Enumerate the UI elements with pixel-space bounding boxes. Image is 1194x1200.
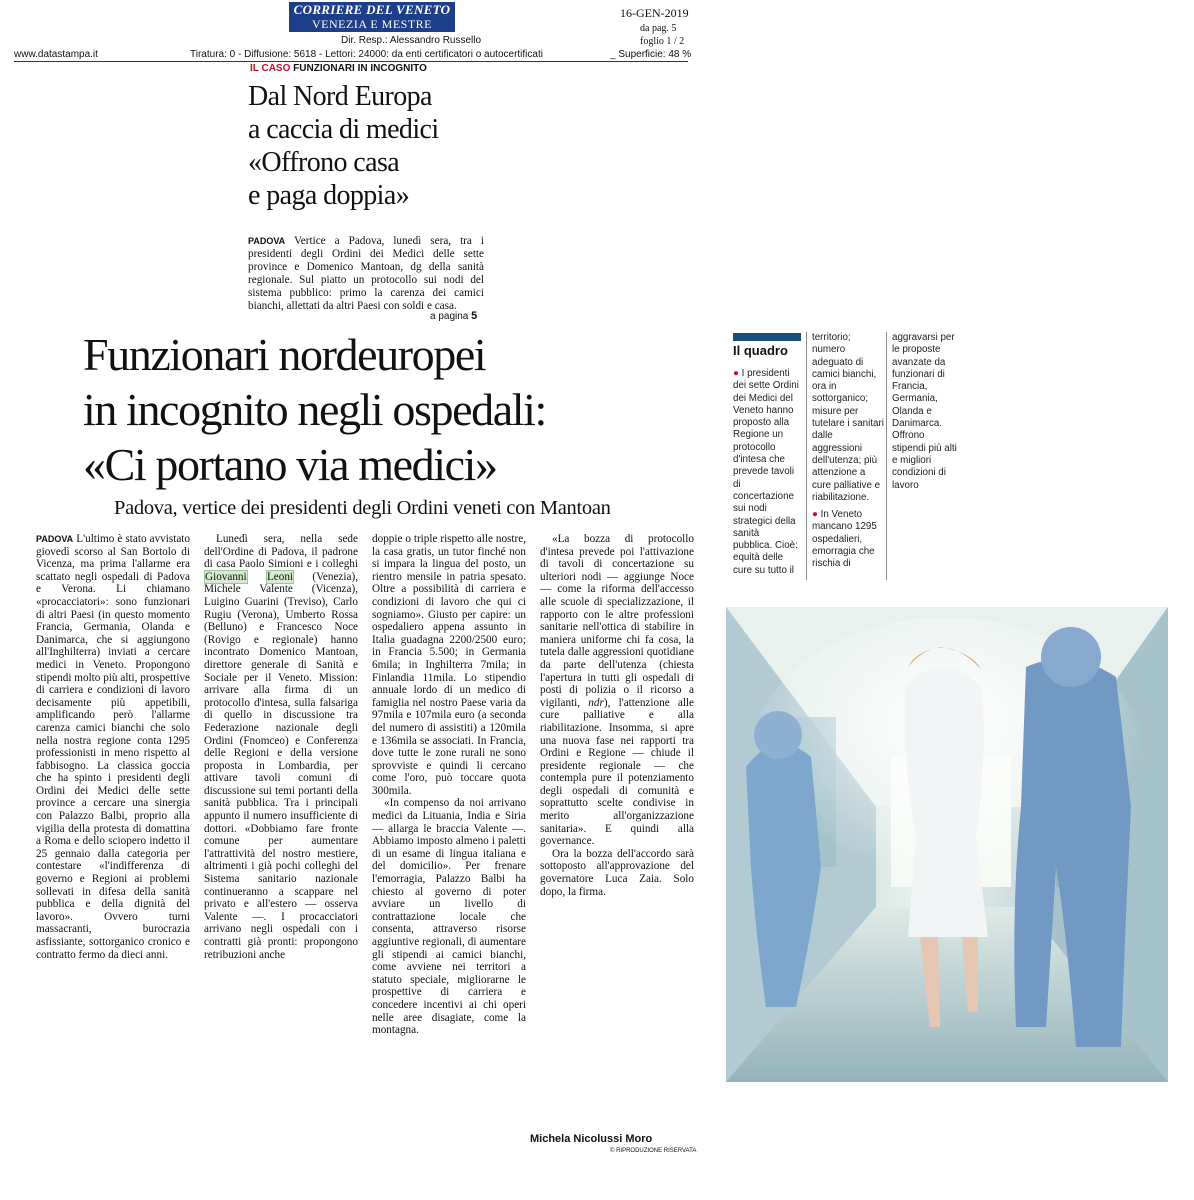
quadro-item bbox=[733, 368, 801, 577]
kicker-black: FUNZIONARI IN INCOGNITO bbox=[293, 63, 427, 74]
paragraph bbox=[204, 533, 358, 961]
quadro-item: aggravarsi per le proposte avanzate da funzionari di Francia, Germania, Olanda e Danimarca. Offrono stipendi più alti e migliori condizioni di lavoro bbox=[892, 332, 957, 491]
source-url: www.datastampa.it bbox=[14, 49, 98, 60]
quadro-divider bbox=[806, 332, 807, 580]
page-jump bbox=[430, 310, 477, 322]
director-line: Dir. Resp.: Alessandro Russello bbox=[341, 35, 482, 46]
article-headline bbox=[83, 327, 683, 492]
paragraph: Ora la bozza dell'accordo sarà sottoposto all'approvazione del governatore Luca Zaia. Solo dopo, la firma. bbox=[540, 847, 694, 898]
article-column-3 bbox=[372, 533, 526, 1037]
byline: Michela Nicolussi Moro bbox=[530, 1133, 653, 1145]
paragraph: «La bozza di protocollo d'intesa prevede poi l'attivazione di tavoli di concertazione su ulteriori nodi — aggiunge Noce — come la riforma dell'accesso alle scuole di specializzazione, il rapporto con le altre professioni sanitarie nell'ottica di stabilire in maniera uniforme chi fa cosa, la tutela dalle aggressioni quotidiane da parte dell'utenza (chiesta l'apertura in tutti gli ospedali di posti di polizia o il ricorso a vigilanti, ndr), l'attenzione alle cure palliative e alla riabilitazione. Insomma, si apre una nuova fase nei rapporti tra Ordini e Regione — chiude il presidente regionale — che contempla pure il potenziamento degli ospedali di comunità e soprattutto scelte condivise in merito all'organizzazione sanitaria». E quindi alla governance. bbox=[540, 533, 695, 848]
teaser-summary bbox=[248, 235, 484, 313]
article-column-4 bbox=[540, 533, 694, 898]
quadro-column-2 bbox=[812, 332, 884, 576]
bullet-dot-icon: ● bbox=[812, 509, 818, 521]
newspaper-edition: VENEZIA E MESTRE bbox=[312, 17, 432, 31]
paragraph-text: Lunedì sera, nella sede dell'Ordine di Padova, il padrone di casa Paolo Simioni e i colleghi bbox=[204, 533, 358, 571]
ndr-note: ndr bbox=[588, 696, 604, 709]
paragraph: doppie o triple rispetto alle nostre, la casa gratis, un tutor finché non si impara la lingua del posto, un rientro mensile in patria spesato. Oltre a possibilità di carriera e condizioni di lavoro che qui ci sogniamo». Giusto per capire: un ospedaliero appena assunto in Italia guadagna 2200/2500 euro; in Francia 5.500; in Germania 6mila; in Inghilterra 7mila; in Finlandia 11mila. Lo stipendio annuale lordo di un medico di famiglia nel nostro Paese varia da 97mila e 107mila euro (a seconda del numero di assistiti) a 120mila e 136mila se associati. In Francia, dove tutte le zone rurali ne sono sprovviste e quindi li cercano come l'oro, può toccare quota 300mila. bbox=[372, 533, 526, 797]
header-divider bbox=[14, 61, 688, 62]
paragraph-text: ), l'attenzione alle cure palliative e alla riabilitazione. Insomma, si apre una nuova fase nei rapporti tra Ordini e Regione — chiude il presidente regionale — che contempla pure il potenziamento degli ospedali di comunità e soprattutto scelte condivise in merito all'organizzazione sanitaria». E quindi alla governance. bbox=[540, 696, 695, 848]
teaser-headline bbox=[248, 80, 508, 212]
copyright: © RIPRODUZIONE RISERVATA bbox=[610, 1148, 697, 1154]
paragraph-text: L'ultimo è stato avvistato giovedì scorso al San Bortolo di Vicenza, ma prima l'allarme era scattato negli ospedali di Padova e Verona. Li chiamano «procacciatori»: sono funzionari di altri Paesi (in questo momento Francia, Germania, Olanda e Danimarca, che si aggiungono all'Inghilterra) inviati a cercare medici in Veneto. Propongono stipendi molto più alti, prospettive di carriera e condizioni di lavoro decisamente più appetibili, amplificando però l'allarme carenza camici bianchi che solo nella nostra regione conta 1295 professionisti in meno rispetto al fabbisogno. La classica goccia che ha spinto i presidenti degli Ordini dei Medici delle sette province a cercare una sinergia con Palazzo Balbi, proprio alla vigilia della protesta di domattina a Roma e dello sciopero indetto il 25 gennaio dalla categoria per contestare «l'indifferenza di governo e Regioni ai problemi sollevati in difesa della sanità pubblica e della dignità del lavoro». Ovvero turni massacranti, burocrazia asfissiante, sottorganico cronico e contratto fermo da dieci anni. bbox=[36, 533, 190, 961]
kicker-red: IL CASO bbox=[250, 63, 291, 74]
article-headline-line: «Ci portano via medici» bbox=[83, 439, 497, 490]
teaser-headline-line: Dal Nord Europa bbox=[248, 81, 432, 112]
page-ref: da pag. 5 bbox=[640, 23, 677, 34]
circulation-line: Tiratura: 0 - Diffusione: 5618 - Lettori: 24000: da enti certificatori o autocertificati bbox=[190, 49, 543, 60]
highlighted-name: Giovanni bbox=[205, 570, 247, 583]
paragraph bbox=[36, 533, 190, 961]
teaser-headline-line: «Offrono casa bbox=[248, 147, 400, 178]
kicker bbox=[250, 63, 427, 74]
paragraph: «In compenso da noi arrivano medici da Lituania, India e Siria — allarga le braccia Valente —. Abbiamo imposto almeno i paletti di un esame di lingua italiana e del domicilio». Per frenare l'emorragia, Palazzo Balbi ha chiesto al governo di poter avviare un livello di contrattazione locale che consenta, attraverso risorse aggiuntive regionali, di aumentare gli stipendi ai camici bianchi, come avviene nei territori a statuto speciale, migliorarne le prospettive di carriera e concedere incentivi ai chi operi nelle aree disagiate, come la montagna. bbox=[372, 797, 526, 1037]
article-column-1 bbox=[36, 533, 190, 961]
teaser-headline-line: a caccia di medici bbox=[248, 114, 439, 145]
page-jump-number: 5 bbox=[471, 310, 478, 322]
masthead-logo bbox=[289, 2, 455, 32]
dateline: PADOVA bbox=[36, 534, 74, 544]
article-headline-line: Funzionari nordeuropei bbox=[83, 329, 486, 380]
issue-date: 16-GEN-2019 bbox=[620, 6, 689, 20]
page-jump-label: a pagina bbox=[430, 311, 469, 322]
teaser-headline-line: e paga doppia» bbox=[248, 180, 410, 211]
hospital-corridor-photo bbox=[726, 607, 1168, 1082]
quadro-divider bbox=[886, 332, 887, 580]
quadro-item bbox=[812, 509, 884, 570]
article-subheadline: Padova, vertice dei presidenti degli Ordini veneti con Mantoan bbox=[114, 497, 611, 519]
quadro-item-text: In Veneto mancano 1295 ospedalieri, emorragia che rischia di bbox=[812, 509, 877, 570]
quadro-item-text: I presidenti dei sette Ordini dei Medici del Veneto hanno proposto alla Regione un protocollo d'intesa che prevede tavoli di concertazione sui nodi strategici della sanità pubblica. Cioè: equità delle cure su tutto il bbox=[733, 368, 799, 576]
surface-ref: _ Superficie: 48 % bbox=[610, 49, 692, 60]
highlighted-name: Leoni bbox=[266, 570, 294, 583]
article-headline-line: in incognito negli ospedali: bbox=[83, 384, 546, 435]
quadro-column-1 bbox=[733, 368, 801, 582]
quadro-column-3 bbox=[892, 332, 960, 497]
sheet-ref: foglio 1 / 2 bbox=[640, 36, 685, 47]
article-column-2 bbox=[204, 533, 358, 961]
quadro-item: territorio; numero adeguato di camici bianchi, ora in sottorganico; misure per tutelare i sanitari dalle aggressioni dell'utenza; più attenzione a cure palliative e riabilitazione. bbox=[812, 332, 884, 503]
dateline: PADOVA bbox=[248, 236, 286, 246]
quadro-accent-bar bbox=[733, 333, 801, 341]
newspaper-name: CORRIERE DEL VENETO bbox=[293, 2, 451, 17]
quadro-title: Il quadro bbox=[733, 343, 788, 358]
teaser-summary-text: Vertice a Padova, lunedì sera, tra i presidenti degli Ordini dei Medici delle sette province e Domenico Mantoan, dg della sanità regionale. Sul piatto un protocollo sui nodi del sistema pubblico: primo la carenza dei camici bianchi, allettati da altri Paesi con soldi e casa. bbox=[248, 235, 484, 312]
paragraph-text: La bozza di protocollo d'intesa prevede poi l'attivazione di tavoli di concertazione su ulteriori nodi — aggiunge Noce — come la riforma dell'accesso alle scuole di specializzazione, il rapporto con le altre professioni sanitarie nell'ottica di stabilire in maniera uniforme chi fa cosa, la tutela dalle aggressioni quotidiane da parte dell'utenza (chiesta l'apertura in tutti gli ospedali di posti di polizia o il ricorso a vigilanti, bbox=[540, 533, 694, 709]
paragraph-text: (Venezia), Michele Valente (Vicenza), Luigino Guarini (Treviso), Carlo Rugiu (Verona), Umberto Rossa (Belluno) e Francesco Noce (Rovigo e regionale) hanno incontrato Domenico Mantoan, direttore generale di Sanità e Sociale per il Veneto. Mission: arrivare alla firma di un protocollo d'intesa, sulla falsariga di quello in discussione tra Federazione nazionale degli Ordini (Fnomceo) e Conferenza delle Regioni e della versione proposta in Lombardia, per attivare tavoli comuni di discussione sui temi portanti della sanità pubblica. Tra i principali appunto il numero insufficiente di dottori. «Dobbiamo fare fronte comune per aumentare l'attrattività del nostro mestiere, altrimenti i già pochi colleghi del Sistema sanitario nazionale continueranno a scappare nel privato e all'estero — osserva Valente —. I procacciatori arrivano negli ospedali con i contratti già pronti: propongono retribuzioni anche bbox=[204, 570, 358, 961]
bullet-dot-icon: ● bbox=[733, 368, 739, 379]
